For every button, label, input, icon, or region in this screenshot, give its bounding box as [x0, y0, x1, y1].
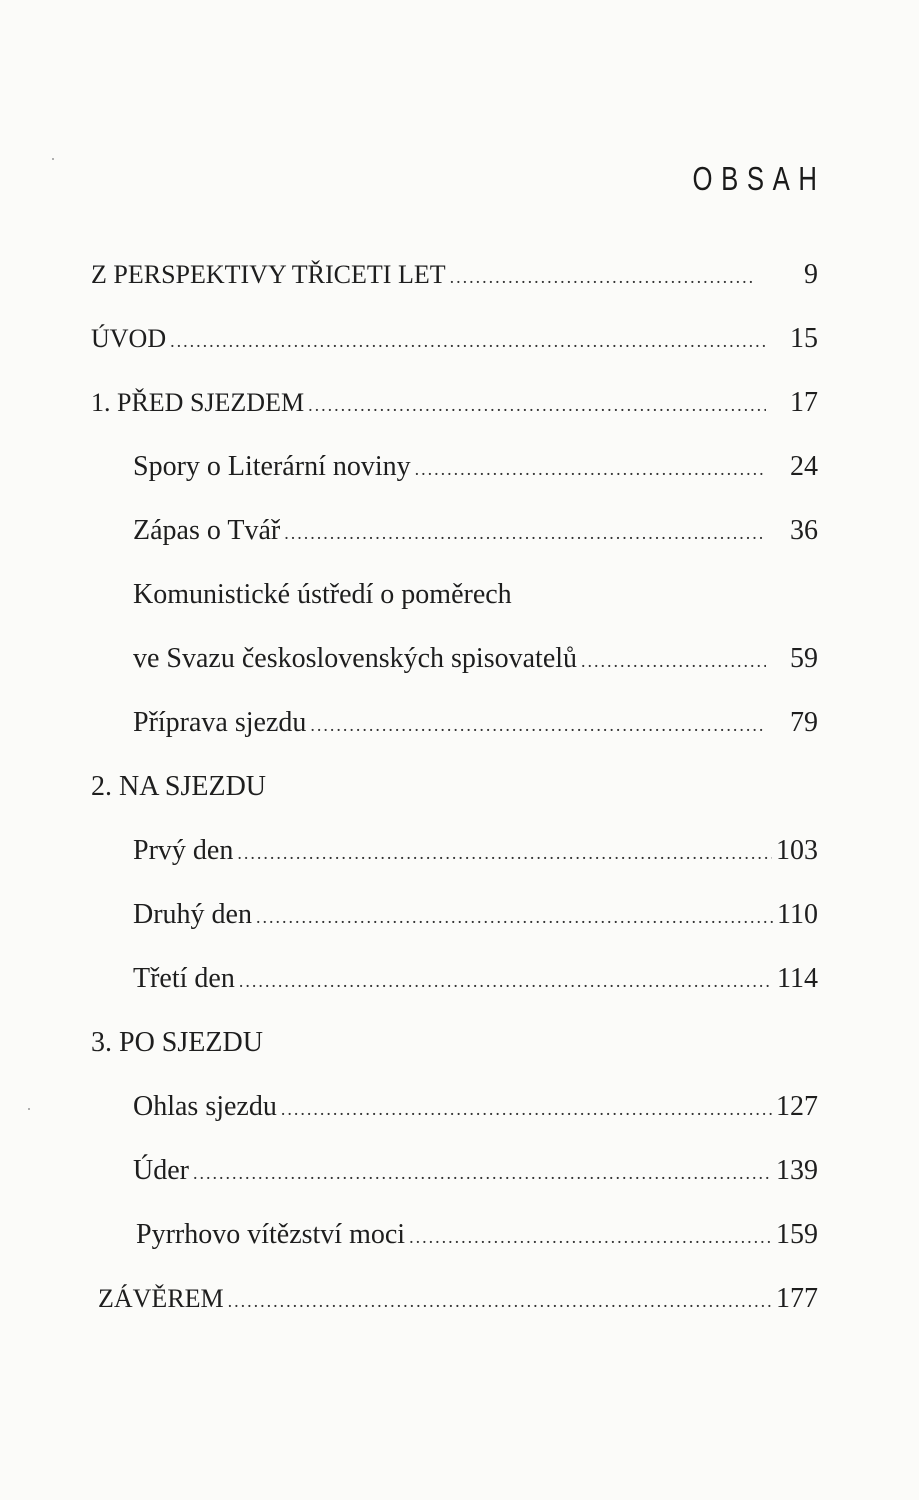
paper-speck	[28, 1108, 30, 1110]
toc-entry-intro	[91, 322, 818, 358]
toc-entry-conclusion	[98, 1282, 818, 1318]
dot-leader	[310, 708, 766, 742]
dot-leader	[415, 452, 766, 486]
toc-entry-page: 139	[776, 1155, 818, 1186]
dot-leader	[581, 644, 766, 678]
toc-entry-page: 59	[790, 643, 818, 674]
toc-entry-page: 110	[777, 899, 818, 930]
toc-entry-page: 159	[776, 1219, 818, 1250]
toc-entry-page: 114	[777, 963, 818, 994]
dot-leader	[193, 1156, 772, 1190]
toc-entry-day-one	[133, 834, 818, 870]
toc-entry-title: 1. PŘED SJEZDEM	[91, 388, 305, 417]
toc-section-after-congress: 3. PO SJEZDU	[91, 1027, 263, 1058]
toc-entry-title: Prvý den	[133, 835, 234, 866]
toc-entry-title: Ohlas sjezdu	[133, 1091, 277, 1122]
toc-entry-disputes	[133, 450, 818, 486]
dot-leader	[170, 324, 766, 358]
toc-entry-communist-line1: Komunistické ústředí o poměrech	[133, 579, 512, 610]
toc-entry-struggle	[133, 514, 818, 550]
toc-entry-title: Úder	[133, 1155, 189, 1186]
dot-leader	[409, 1220, 772, 1254]
toc-entry-preparation	[133, 706, 818, 742]
contents-heading: OBSAH	[692, 160, 826, 197]
toc-entry-day-three	[133, 962, 818, 998]
dot-leader	[450, 260, 756, 294]
toc-entry-title: Spory o Literární noviny	[133, 451, 411, 482]
toc-entry-title: ve Svazu československých spisovatelů	[133, 643, 578, 674]
toc-entry-title: Třetí den	[133, 963, 235, 994]
toc-entry-page: 103	[776, 835, 818, 866]
toc-entry-page: 79	[790, 707, 818, 738]
toc-entry-pyrrhic	[136, 1218, 818, 1254]
toc-entry-title: Pyrrhovo vítězství moci	[136, 1219, 406, 1250]
toc-entry-page: 127	[776, 1091, 818, 1122]
toc-entry-page: 24	[790, 451, 818, 482]
toc-entry-page: 17	[790, 387, 818, 418]
toc-entry-perspective	[91, 258, 818, 294]
toc-entry-response	[133, 1090, 818, 1126]
toc-entry-title: Příprava sjezdu	[133, 707, 307, 738]
dot-leader	[237, 836, 772, 870]
toc-entry-strike	[133, 1154, 818, 1190]
dot-leader	[256, 900, 773, 934]
toc-entry-communist-line2	[133, 642, 818, 678]
toc-entry-title: ÚVOD	[91, 324, 167, 353]
dot-leader	[308, 388, 766, 422]
toc-entry-day-two	[133, 898, 818, 934]
toc-entry-title: Zápas o Tvář	[133, 515, 281, 546]
paper-speck	[52, 158, 54, 160]
dot-leader	[228, 1284, 772, 1318]
toc-entry-before-congress	[91, 386, 818, 422]
toc-entry-page: 36	[790, 515, 818, 546]
dot-leader	[239, 964, 773, 998]
toc-entry-page: 177	[776, 1283, 818, 1314]
dot-leader	[281, 1092, 772, 1126]
toc-section-at-congress: 2. NA SJEZDU	[91, 771, 267, 802]
toc-entry-title: ZÁVĚREM	[98, 1284, 224, 1313]
toc-entry-page: 9	[804, 259, 818, 290]
toc-entry-title: Z PERSPEKTIVY TŘICETI LET	[91, 260, 446, 289]
dot-leader	[284, 516, 766, 550]
toc-entry-page: 15	[790, 323, 818, 354]
toc-entry-title: Druhý den	[133, 899, 252, 930]
